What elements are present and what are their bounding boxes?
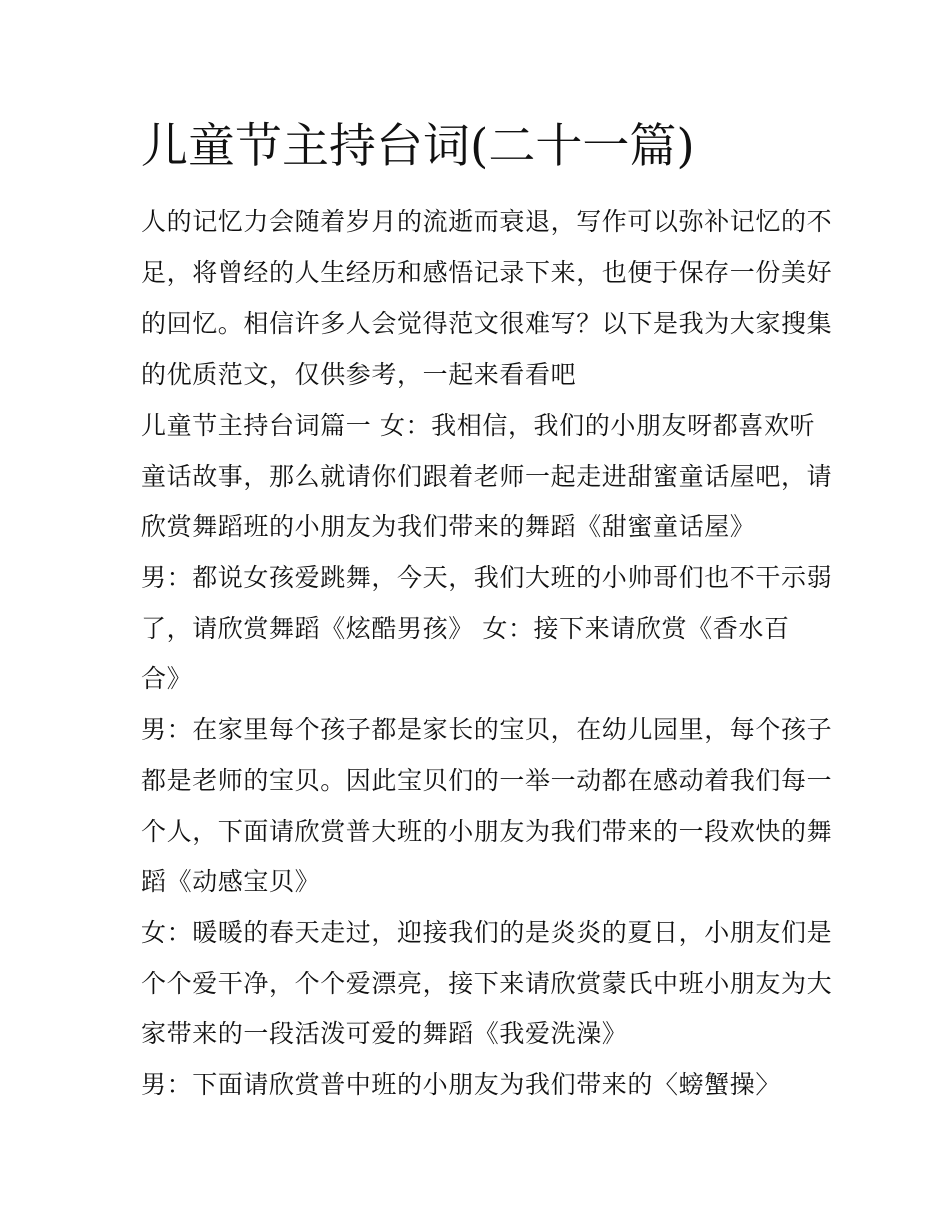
body-line: 都是老师的宝贝。因此宝贝们的一举一动都在感动着我们每一 (141, 766, 833, 795)
body-line: 家带来的一段活泼可爱的舞蹈《我爱洗澡》 (141, 1019, 628, 1048)
document-title: 儿童节主持台词(二十一篇) (141, 119, 695, 174)
body-line: 儿童节主持台词篇一 女：我相信，我们的小朋友呀都喜欢听 (141, 411, 816, 440)
body-line: 欣赏舞蹈班的小朋友为我们带来的舞蹈《甜蜜童话屋》 (141, 512, 756, 541)
body-line: 人的记忆力会随着岁月的流逝而衰退，写作可以弥补记忆的不 (141, 207, 833, 236)
body-line: 男：下面请欣赏普中班的小朋友为我们带来的〈螃蟹操〉 (141, 1070, 782, 1099)
body-line: 的回忆。相信许多人会觉得范文很难写？以下是我为大家搜集 (141, 309, 833, 338)
body-line: 的优质范文，仅供参考，一起来看看吧 (141, 360, 577, 389)
body-line: 了，请欣赏舞蹈《炫酷男孩》 女：接下来请欣赏《香水百 (141, 614, 790, 643)
body-line: 蹈《动感宝贝》 (141, 867, 321, 896)
body-line: 男：都说女孩爱跳舞，今天，我们大班的小帅哥们也不干示弱 (141, 563, 833, 592)
body-line: 童话故事，那么就请你们跟着老师一起走进甜蜜童话屋吧，请 (141, 462, 833, 491)
body-line: 个人，下面请欣赏普大班的小朋友为我们带来的一段欢快的舞 (141, 817, 833, 846)
body-line: 女：暖暖的春天走过，迎接我们的是炎炎的夏日，小朋友们是 (141, 918, 833, 947)
body-line: 足，将曾经的人生经历和感悟记录下来，也便于保存一份美好 (141, 258, 833, 287)
body-line: 男：在家里每个孩子都是家长的宝贝，在幼儿园里，每个孩子 (141, 715, 833, 744)
body-line: 个个爱干净，个个爱漂亮，接下来请欣赏蒙氏中班小朋友为大 (141, 969, 833, 998)
body-line: 合》 (141, 664, 193, 693)
